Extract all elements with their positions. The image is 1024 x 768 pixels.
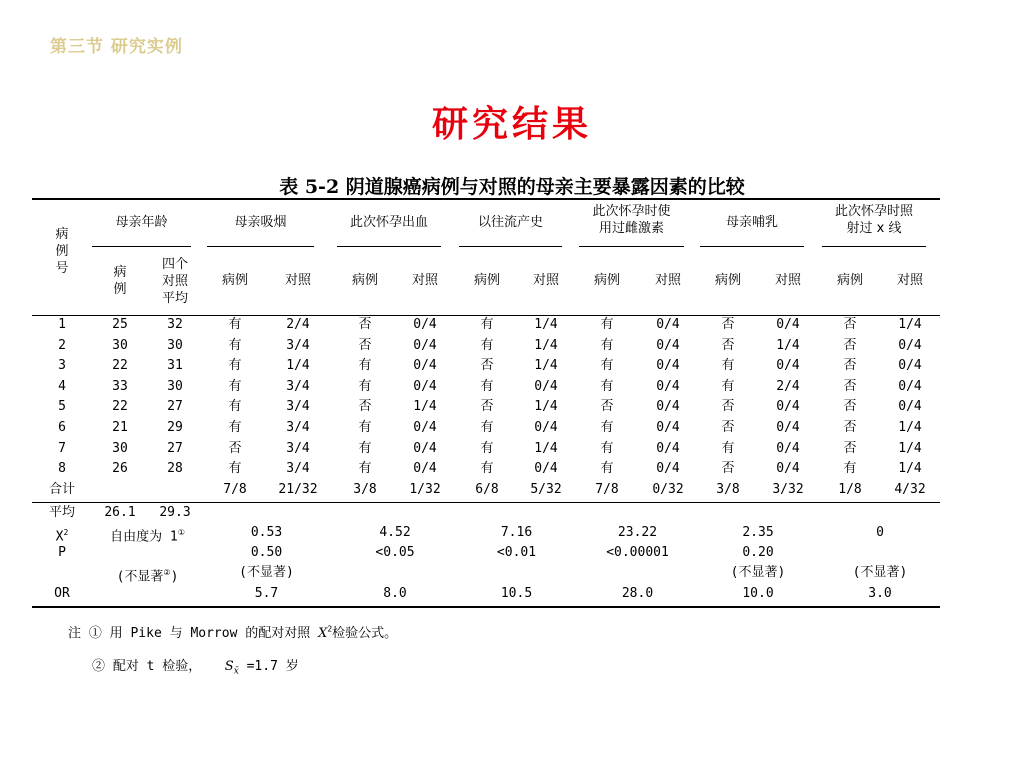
cell-r5-c3: 有 [228, 399, 242, 415]
cell-r6-c3: 有 [228, 420, 242, 435]
sig-value-0: (不显著) [239, 565, 294, 580]
header-sub-4-0: 病例 [593, 273, 620, 288]
header-sub-3-0: 病例 [473, 273, 500, 288]
cell-r1-c13: 否 [843, 317, 857, 332]
cell-r6-c14: 1/4 [898, 420, 922, 435]
cell-r4-c4: 3/4 [286, 378, 310, 394]
header-sub-1-0: 病例 [221, 273, 248, 288]
cell-r1-c0: 1 [58, 317, 66, 332]
cell-r6-c11: 否 [721, 420, 735, 435]
total-c14: 4/32 [894, 481, 926, 497]
cell-r2-c13: 否 [843, 337, 857, 353]
header-group-5: 母亲哺乳 [725, 215, 778, 230]
header-group-4: 此次怀孕时使 用过雌激素 [592, 204, 671, 236]
header-group-underline-1 [207, 246, 314, 247]
cell-r1-c12: 0/4 [776, 317, 800, 332]
cell-r2-c1: 30 [112, 337, 128, 353]
cell-r8-c7: 有 [480, 461, 494, 477]
cell-r4-c14: 0/4 [898, 378, 922, 394]
cell-r1-c5: 否 [358, 317, 372, 332]
cell-r7-c10: 0/4 [656, 440, 680, 456]
cell-r8-c1: 26 [112, 461, 128, 477]
cell-r8-c11: 否 [721, 461, 735, 477]
cell-r1-c14: 1/4 [898, 317, 922, 332]
cell-r4-c5: 有 [358, 378, 372, 394]
cell-r3-c11: 有 [721, 358, 735, 374]
chi-value-0: 0.53 [250, 525, 283, 540]
or-value-2: 10.5 [500, 586, 533, 601]
cell-r7-c0: 7 [58, 440, 66, 456]
cell-r1-c9: 有 [600, 317, 614, 332]
chi-value-5: 0 [876, 525, 884, 540]
chi-value-1: 4.52 [379, 525, 411, 540]
or-value-5: 3.0 [868, 586, 892, 601]
total-c12: 3/32 [772, 481, 804, 497]
cell-r3-c10: 0/4 [656, 358, 680, 374]
total-c8: 5/32 [530, 481, 562, 497]
or-label: OR [54, 586, 70, 601]
cell-r7-c14: 1/4 [898, 440, 922, 456]
cell-r2-c9: 有 [600, 337, 614, 353]
cell-r8-c9: 有 [600, 461, 614, 477]
cell-r1-c6: 0/4 [413, 317, 437, 332]
cell-r5-c13: 否 [843, 399, 857, 415]
cell-r1-c1: 25 [112, 317, 128, 332]
cell-r7-c13: 否 [843, 440, 857, 456]
cell-r8-c4: 3/4 [286, 461, 310, 477]
mean-label: 平均 [48, 505, 75, 520]
cell-r2-c5: 否 [358, 337, 372, 353]
cell-r4-c13: 否 [843, 378, 857, 394]
or-value-1: 8.0 [383, 586, 407, 601]
cell-r3-c12: 0/4 [776, 358, 800, 374]
mean-case: 26.1 [104, 505, 136, 520]
table-caption: 表 5-2 阴道腺癌病例与对照的母亲主要暴露因素的比较 [279, 176, 745, 198]
cell-r3-c9: 有 [600, 358, 614, 374]
cell-r3-c2: 31 [167, 358, 183, 374]
cell-r6-c6: 0/4 [413, 420, 437, 435]
total-c11: 3/8 [716, 481, 740, 497]
cell-r6-c13: 否 [843, 420, 857, 435]
cell-r3-c13: 否 [843, 358, 857, 374]
cell-r5-c1: 22 [112, 399, 128, 415]
mean-control: 29.3 [159, 505, 191, 520]
total-c10: 0/32 [652, 481, 684, 497]
cell-r2-c4: 3/4 [286, 337, 310, 353]
cell-r5-c0: 5 [58, 399, 66, 415]
cell-r3-c7: 否 [480, 358, 494, 374]
cell-r4-c2: 30 [167, 378, 183, 394]
cell-r7-c6: 0/4 [413, 440, 437, 456]
cell-r7-c4: 3/4 [286, 440, 310, 456]
cell-r7-c3: 否 [228, 440, 242, 456]
or-value-4: 10.0 [742, 586, 774, 601]
cell-r3-c3: 有 [228, 358, 242, 374]
table-bottom-rule [32, 606, 940, 608]
header-group-1: 母亲吸烟 [234, 215, 287, 230]
cell-r8-c13: 有 [843, 461, 857, 477]
cell-r6-c5: 有 [358, 420, 372, 435]
p-label: P [58, 545, 66, 560]
cell-r7-c12: 0/4 [776, 440, 800, 456]
cell-r1-c7: 有 [480, 317, 494, 332]
chi-label: $X^2$ [55, 528, 69, 545]
table-total-rule [32, 502, 940, 503]
chi-value-4: 2.35 [742, 525, 774, 540]
header-group-underline-4 [579, 246, 684, 247]
cell-r4-c9: 有 [600, 378, 614, 394]
cell-r2-c10: 0/4 [656, 337, 680, 353]
cell-r7-c5: 有 [358, 440, 372, 456]
cell-r8-c6: 0/4 [413, 461, 437, 477]
header-sub-6-1: 对照 [896, 273, 923, 288]
cell-r6-c1: 21 [112, 420, 128, 435]
p-value-3: <0.00001 [606, 545, 669, 560]
cell-r6-c9: 有 [600, 420, 614, 435]
header-group-2: 此次怀孕出血 [349, 215, 428, 230]
header-group-underline-6 [822, 246, 926, 247]
p-value-4: 0.20 [742, 545, 774, 560]
cell-r7-c2: 27 [167, 440, 183, 456]
chi-value-3: 23.22 [617, 525, 658, 540]
cell-r5-c9: 否 [600, 399, 614, 415]
header-group-6: 此次怀孕时照 射过 x 线 [834, 204, 913, 236]
total-label: 合计 [48, 481, 75, 497]
cell-r2-c8: 1/4 [534, 337, 558, 353]
cell-r5-c4: 3/4 [286, 399, 310, 415]
cell-r8-c5: 有 [358, 461, 372, 477]
cell-r2-c6: 0/4 [413, 337, 437, 353]
total-c4: 21/32 [278, 481, 318, 497]
header-sub-3-1: 对照 [532, 273, 559, 288]
note-1-symbol-sup: 2 [327, 624, 333, 634]
cell-r3-c14: 0/4 [898, 358, 922, 374]
cell-r6-c8: 0/4 [534, 420, 558, 435]
cell-r2-c14: 0/4 [898, 337, 922, 353]
header-sub-5-1: 对照 [774, 273, 801, 288]
sig-value-4: (不显著) [730, 565, 786, 580]
header-sub-6-0: 病例 [836, 273, 863, 288]
total-c13: 1/8 [838, 481, 862, 497]
cell-r6-c10: 0/4 [656, 420, 680, 435]
total-c9: 7/8 [595, 481, 619, 497]
cell-r4-c7: 有 [480, 378, 494, 394]
slide-title: 研究结果 [431, 103, 592, 145]
chi-df: 自由度为 1① [110, 528, 185, 545]
cell-r4-c0: 4 [58, 378, 66, 394]
p-value-0: 0.50 [250, 545, 283, 560]
cell-r3-c8: 1/4 [534, 358, 558, 374]
cell-r6-c7: 有 [480, 420, 494, 435]
cell-r8-c2: 28 [167, 461, 183, 477]
note-1-suffix: 检验公式。 [332, 626, 398, 641]
cell-r6-c4: 3/4 [286, 420, 310, 435]
or-value-3: 28.0 [621, 586, 654, 601]
cell-r5-c11: 否 [721, 399, 735, 415]
header-sub-0-0: 病 例 [113, 265, 127, 297]
cell-r4-c3: 有 [228, 378, 242, 394]
note-2-symbol: S [224, 659, 234, 674]
total-c3: 7/8 [223, 481, 247, 497]
cell-r3-c0: 3 [58, 358, 66, 374]
cell-r5-c6: 1/4 [413, 399, 437, 415]
note-2 [92, 655, 299, 677]
header-sub-5-0: 病例 [714, 273, 741, 288]
cell-r7-c11: 有 [721, 440, 735, 456]
total-c5: 3/8 [353, 481, 377, 497]
cell-r4-c1: 33 [112, 378, 128, 394]
cell-r2-c3: 有 [228, 337, 242, 353]
cell-r3-c5: 有 [358, 358, 372, 374]
header-case-number: 病 例 号 [55, 227, 69, 276]
header-group-underline-3 [459, 246, 562, 247]
note-2-suffix: =1.7 岁 [246, 659, 299, 674]
header-sub-4-1: 对照 [654, 273, 681, 288]
cell-r3-c6: 0/4 [413, 358, 437, 374]
header-group-underline-2 [337, 246, 441, 247]
cell-r3-c1: 22 [112, 358, 128, 374]
cell-r2-c2: 30 [167, 337, 183, 353]
cell-r6-c0: 6 [58, 420, 66, 435]
note-1-prefix: 注 ① 用 Pike 与 Morrow 的配对对照 [68, 626, 319, 641]
cell-r1-c10: 0/4 [656, 317, 680, 332]
header-sub-1-1: 对照 [284, 273, 311, 288]
cell-r8-c14: 1/4 [898, 461, 922, 477]
cell-r5-c7: 否 [480, 399, 494, 415]
cell-r5-c8: 1/4 [534, 399, 558, 415]
cell-r8-c12: 0/4 [776, 461, 800, 477]
cell-r8-c0: 8 [58, 461, 66, 477]
cell-r6-c12: 0/4 [776, 420, 800, 435]
cell-r2-c12: 1/4 [776, 337, 800, 353]
note-1 [68, 622, 397, 641]
cell-r1-c3: 有 [228, 317, 242, 332]
header-group-3: 以往流产史 [477, 215, 543, 230]
cell-r3-c4: 1/4 [286, 358, 310, 374]
section-label: 第三节 研究实例 [50, 37, 183, 57]
cell-r1-c8: 1/4 [534, 317, 558, 332]
cell-r7-c1: 30 [112, 440, 128, 456]
cell-r7-c7: 有 [480, 440, 494, 456]
cell-r8-c3: 有 [228, 461, 242, 477]
total-c7: 6/8 [475, 481, 499, 497]
cell-r2-c11: 否 [721, 337, 735, 353]
sig-age: (不显著②) [116, 568, 179, 585]
cell-r4-c6: 0/4 [413, 378, 437, 394]
cell-r7-c9: 有 [600, 440, 614, 456]
cell-r5-c10: 0/4 [656, 399, 680, 415]
note-2-symbol-sub: x̄ [233, 666, 239, 677]
table-top-rule [32, 198, 940, 200]
p-value-1: <0.05 [375, 545, 415, 560]
header-group-underline-0 [92, 246, 191, 247]
cell-r4-c11: 有 [721, 378, 735, 394]
cell-r5-c14: 0/4 [898, 399, 922, 415]
note-1-symbol: X [318, 626, 328, 641]
cell-r1-c4: 2/4 [286, 317, 310, 332]
cell-r5-c2: 27 [167, 399, 183, 415]
cell-r4-c12: 2/4 [776, 378, 800, 394]
cell-r1-c2: 32 [167, 317, 183, 332]
chi-value-2: 7.16 [500, 525, 533, 540]
cell-r6-c2: 29 [167, 420, 183, 435]
header-group-underline-5 [700, 246, 804, 247]
p-value-2: <0.01 [496, 545, 537, 560]
cell-r5-c12: 0/4 [776, 399, 800, 415]
cell-r4-c8: 0/4 [534, 378, 558, 394]
sig-value-5: (不显著) [852, 565, 908, 580]
table-header-rule [32, 315, 940, 316]
cell-r8-c8: 0/4 [534, 461, 558, 477]
or-value-0: 5.7 [254, 586, 279, 601]
header-group-0: 母亲年龄 [115, 215, 168, 230]
cell-r1-c11: 否 [721, 317, 735, 332]
cell-r5-c5: 否 [358, 399, 372, 415]
total-c6: 1/32 [409, 481, 441, 497]
cell-r7-c8: 1/4 [534, 440, 558, 456]
header-sub-2-1: 对照 [411, 273, 438, 288]
header-sub-0-1: 四个 对照 平均 [161, 257, 188, 306]
cell-r8-c10: 0/4 [656, 461, 680, 477]
header-sub-2-0: 病例 [351, 273, 378, 288]
cell-r4-c10: 0/4 [656, 378, 680, 394]
cell-r2-c7: 有 [480, 337, 494, 353]
note-2-prefix: ② 配对 t 检验， [92, 659, 202, 674]
cell-r2-c0: 2 [58, 337, 66, 353]
